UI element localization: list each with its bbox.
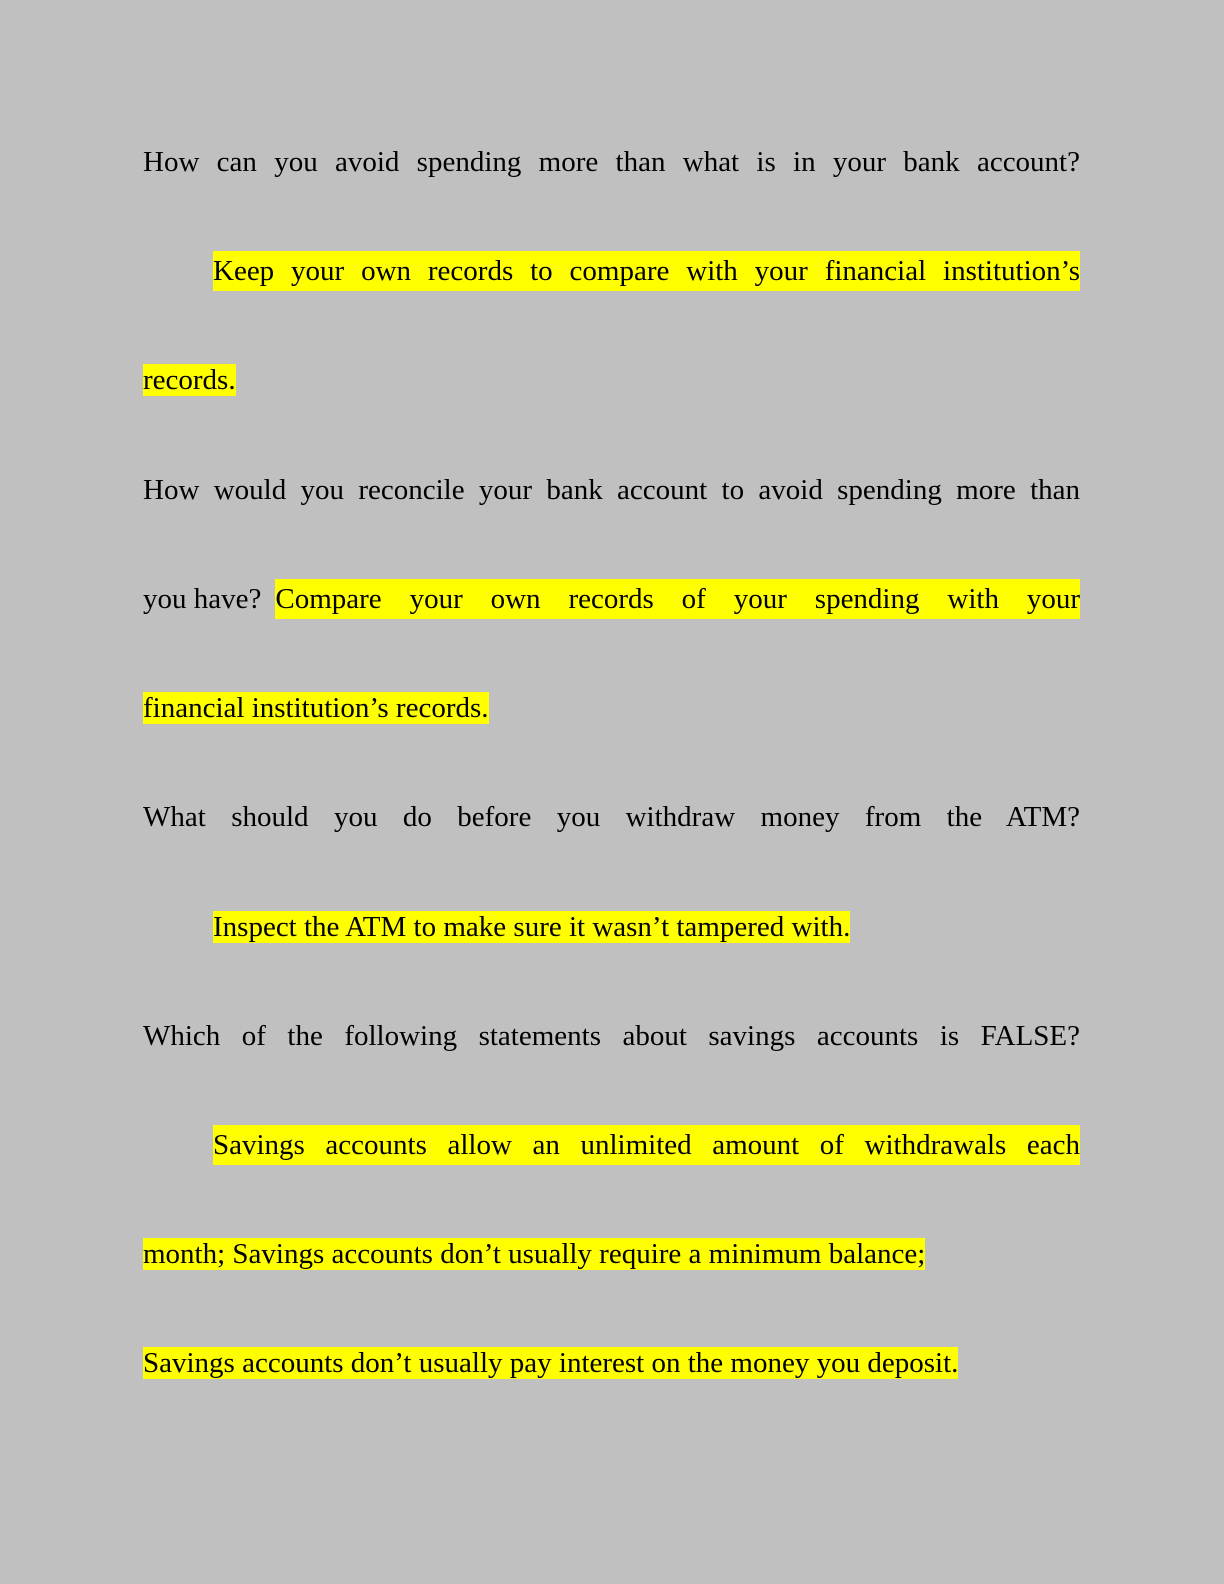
question-2-line-1 — [143, 470, 1080, 510]
answer-4-line-2-text: month; Savings accounts don’t usually require a minimum balance; — [143, 1238, 926, 1270]
question-2-line-2 — [143, 579, 1080, 619]
answer-4-line-1-text: Savings accounts allow an unlimited amount of withdrawals each — [213, 1129, 1080, 1161]
answer-4-line-3-text: Savings accounts don’t usually pay interest on the money you deposit. — [143, 1347, 959, 1379]
answer-4-line-3 — [143, 1343, 1080, 1383]
answer-1-line-2 — [143, 360, 1080, 400]
question-2-line-1-text: How would you reconcile your bank account to avoid spending more than — [143, 474, 1080, 506]
answer-4-line-2 — [143, 1234, 1080, 1274]
question-4-text: Which of the following statements about savings accounts is FALSE? — [143, 1020, 1080, 1052]
answer-1-line-1-text: Keep your own records to compare with your financial institution’s — [213, 255, 1080, 287]
question-1 — [143, 142, 1080, 182]
question-4 — [143, 1016, 1080, 1056]
answer-1-line-1 — [213, 251, 1080, 291]
answer-3 — [213, 907, 1080, 947]
answer-2-line-1: Compare your own records of your spending with your — [275, 579, 1080, 619]
question-1-text: How can you avoid spending more than what is in your bank account? — [143, 146, 1080, 178]
answer-1-line-2-text: records. — [143, 364, 236, 396]
answer-3-text: Inspect the ATM to make sure it wasn’t tampered with. — [213, 911, 851, 943]
answer-2-line-2-text: financial institution’s records. — [143, 692, 489, 724]
answer-4-line-1 — [213, 1125, 1080, 1165]
question-2-line-2-text: you have? — [143, 583, 262, 615]
question-3 — [143, 797, 1080, 837]
question-3-text: What should you do before you withdraw money from the ATM? — [143, 801, 1080, 833]
answer-2-line-2 — [143, 688, 1080, 728]
